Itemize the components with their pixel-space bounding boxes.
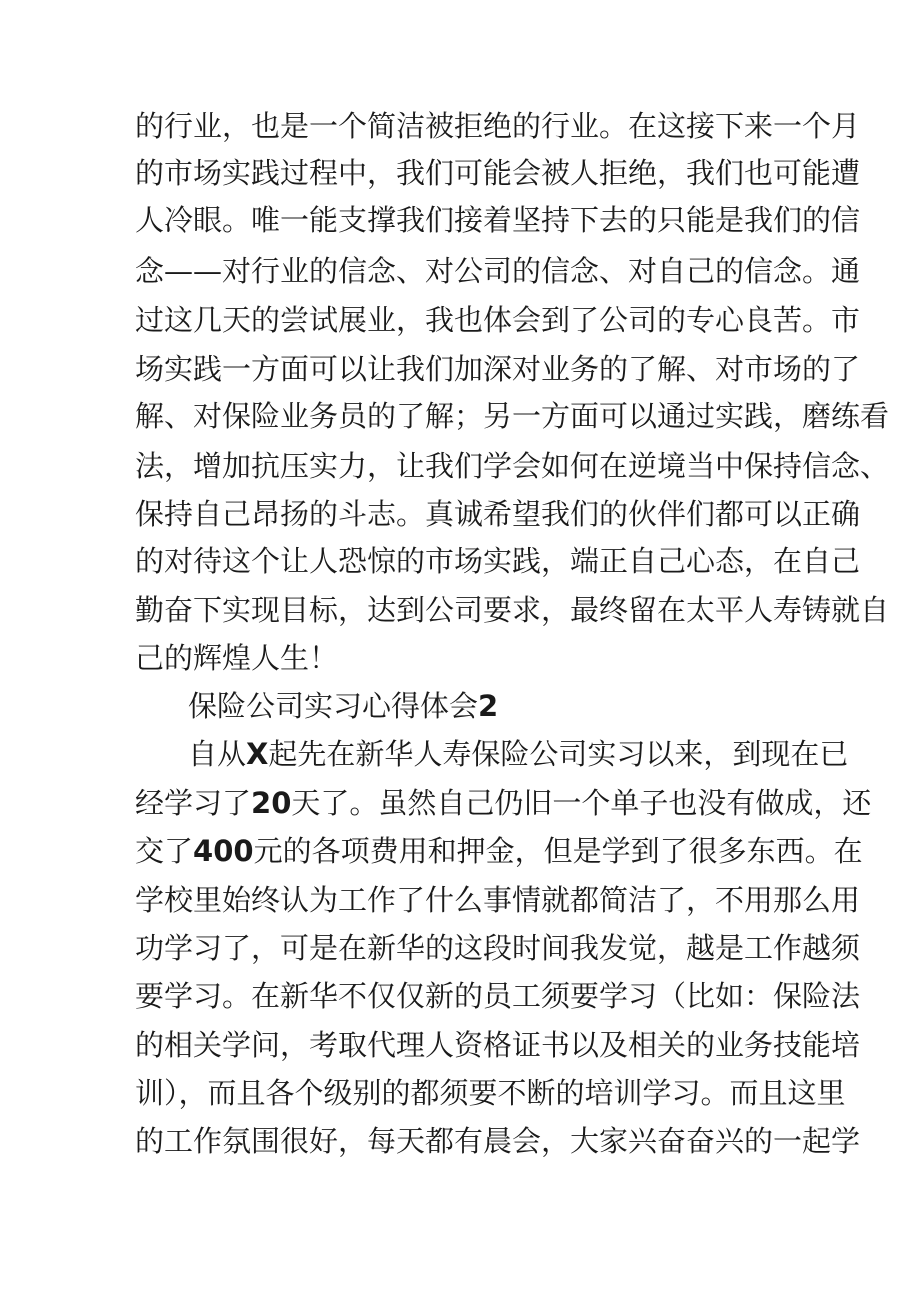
- text-run: 元的各项费用和押金，但是学到了很多东西。在: [253, 834, 863, 868]
- paragraph-line: 的工作氛围很好，每天都有晨会，大家兴奋奋兴的一起学: [135, 1124, 861, 1158]
- paragraph-line: 法，增加抗压实力，让我们学会如何在逆境当中保持信念、: [135, 449, 890, 483]
- paragraph-line: 保持自己昂扬的斗志。真诚希望我们的伙伴们都可以正确: [135, 497, 861, 531]
- paragraph-line: 解、对保险业务员的了解；另一方面可以通过实践，磨练看: [135, 399, 890, 433]
- paragraph-line: 人冷眼。唯一能支撑我们接着坚持下去的只能是我们的信: [135, 203, 861, 237]
- paragraph-line: 的市场实践过程中，我们可能会被人拒绝，我们也可能遭: [135, 156, 861, 190]
- paragraph-line: 的相关学问，考取代理人资格证书以及相关的业务技能培: [135, 1028, 861, 1062]
- paragraph-line: 功学习了，可是在新华的这段时间我发觉，越是工作越须: [135, 931, 861, 965]
- section-title: [188, 688, 498, 724]
- section-title-text: 保险公司实习心得体会: [188, 689, 479, 723]
- paragraph-line: 要学习。在新华不仅仅新的员工须要学习（比如：保险法: [135, 979, 861, 1013]
- text-run: 天了。虽然自己仍旧一个单子也没有做成，还: [291, 786, 872, 820]
- paragraph-line: 学校里始终认为工作了什么事情就都简洁了，不用那么用: [135, 883, 861, 917]
- paragraph-line: 的对待这个让人恐惊的市场实践，端正自己心态，在自己: [135, 544, 861, 578]
- text-run: 交了: [135, 834, 194, 868]
- paragraph-line: 场实践一方面可以让我们加深对业务的了解、对市场的了: [135, 352, 861, 386]
- paragraph-line: 己的辉煌人生！: [135, 641, 339, 675]
- paragraph-line: 勤奋下实现目标，达到公司要求，最终留在太平人寿铸就自: [135, 593, 890, 627]
- text-run-bold: X: [246, 737, 269, 771]
- paragraph-line: 的行业，也是一个简洁被拒绝的行业。在这接下来一个月: [135, 109, 861, 143]
- paragraph-line: 过这几天的尝试展业，我也体会到了公司的专心良苦。市: [135, 303, 861, 337]
- text-run-bold: 20: [251, 786, 292, 820]
- paragraph-line: [135, 785, 871, 821]
- text-run: 经学习了: [135, 786, 252, 820]
- section-title-number: 2: [478, 689, 499, 723]
- text-run: 自从: [188, 737, 247, 771]
- text-run: 起先在新华人寿保险公司实习以来，到现在已: [268, 737, 849, 771]
- paragraph-line: 训），而且各个级别的都须要不断的培训学习。而且这里: [135, 1076, 846, 1110]
- text-run-bold: 400: [193, 834, 254, 868]
- paragraph-line: 念——对行业的信念、对公司的信念、对自己的信念。通: [135, 254, 861, 288]
- paragraph-line: [188, 736, 848, 772]
- paragraph-line: [135, 833, 863, 869]
